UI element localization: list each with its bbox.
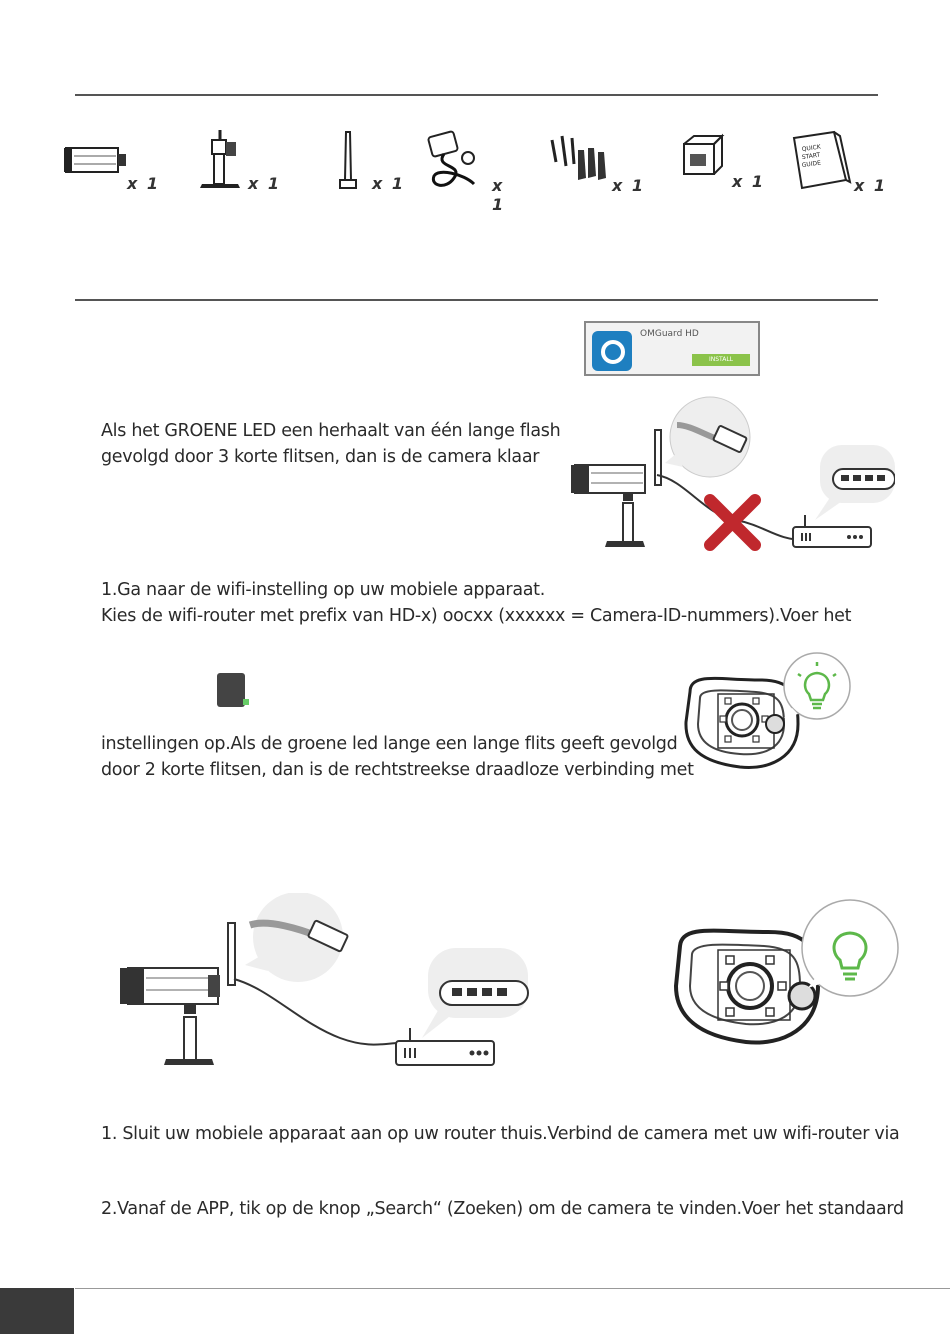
screws-anchors-icon (546, 128, 612, 192)
antenna-item (330, 128, 410, 198)
search-step-line-1: 2.Vanaf de APP, tik op de knop „Search“ (Zoeken) om de camera te vinden.Voer het standaard (101, 1199, 904, 1219)
footer-divider (75, 1288, 950, 1289)
section-divider (75, 299, 878, 301)
app-store-badge[interactable] (584, 321, 760, 376)
camera-led-figure-small (680, 652, 865, 777)
settings-line-1: instellingen op.Als de groene led lange een lange flits geeft gevolgd (101, 734, 678, 754)
install-button[interactable]: INSTALL (692, 354, 750, 366)
router-step-line-1: 1. Sluit uw mobiele apparaat aan op uw router thuis.Verbind de camera met uw wifi-router via (101, 1124, 900, 1144)
svg-text:START: START (801, 151, 821, 162)
qty-label: x 1 (612, 176, 646, 195)
antenna-icon (330, 128, 370, 192)
app-name: OMGuard HD (640, 329, 699, 339)
power-adapter-icon (424, 128, 488, 192)
camera-led-figure-large (668, 898, 908, 1058)
coupler-item (676, 128, 776, 198)
qty-label: x 1 (248, 174, 282, 193)
settings-line-2: door 2 korte flitsen, dan is de rechtstreekse draadloze verbinding met (101, 760, 694, 780)
camera-router-connected-figure (110, 893, 530, 1073)
camera-mount-item (198, 128, 288, 198)
wifi-step-line-1: 1.Ga naar de wifi-instelling op uw mobiele apparaat. (101, 580, 545, 600)
wifi-step-line-2: Kies de wifi-router met prefix van HD-x) oocxx (xxxxxx = Camera-ID-nummers).Voer het (101, 606, 852, 626)
camera-router-disconnected-figure (565, 395, 895, 560)
led-ready-line-2: gevolgd door 3 korte flitsen, dan is de camera klaar (101, 447, 540, 467)
network-coupler-icon (676, 128, 732, 192)
camera-body-icon (62, 128, 132, 188)
qty-label: x 1 (732, 172, 766, 191)
led-ready-line-1: Als het GROENE LED een herhaalt van één lange flash (101, 421, 561, 441)
qty-label: x 1 (854, 176, 888, 195)
qty-label: x 1 (127, 174, 161, 193)
qty-label: x 1 (492, 176, 506, 214)
svg-text:GUIDE: GUIDE (801, 159, 822, 170)
svg-text:QUICK: QUICK (801, 143, 822, 154)
page-number-tab (0, 1288, 74, 1334)
camera-mount-icon (198, 128, 248, 192)
app-add-icon (217, 673, 245, 707)
quick-start-guide-icon (790, 128, 852, 192)
qty-label: x 1 (372, 174, 406, 193)
guide-item (790, 128, 890, 198)
camera-body-item (62, 128, 172, 198)
top-divider (75, 94, 878, 96)
app-logo-icon (592, 331, 632, 371)
screws-item (546, 128, 646, 198)
power-adapter-item (424, 128, 524, 214)
